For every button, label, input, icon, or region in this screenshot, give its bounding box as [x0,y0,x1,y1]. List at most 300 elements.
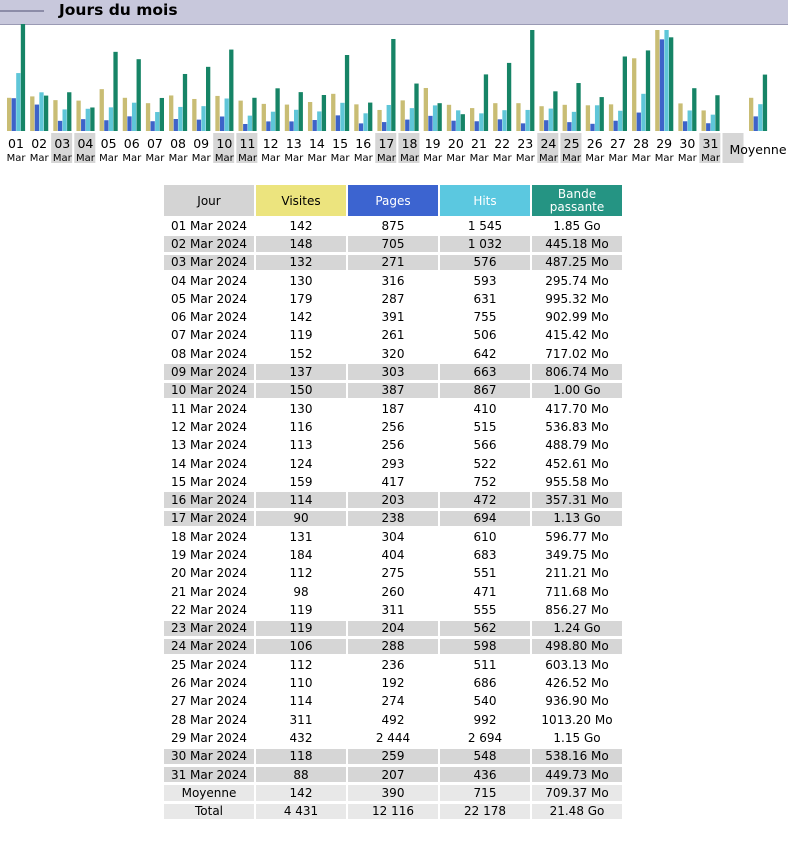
cell-hits: 593 [439,271,531,289]
cell-bandwidth: 449.73 Mo [531,765,623,783]
cell-bandwidth: 936.90 Mo [531,692,623,710]
cell-bandwidth: 806.74 Mo [531,363,623,381]
bar-hits [109,107,113,131]
cell-pages: 492 [347,711,439,729]
day-label: 26 [586,136,603,151]
day-label: 20 [447,136,464,151]
bar-visits [285,105,289,131]
bar-average-visits [749,98,753,131]
cell-visits: 132 [255,253,347,271]
cell-visits: 98 [255,582,347,600]
cell-hits: 1 545 [439,217,531,235]
bar-pages [336,115,340,131]
cell-hits: 522 [439,454,531,472]
cell-hits: 686 [439,674,531,692]
table-row [163,582,623,600]
cell-visits: 150 [255,381,347,399]
cell-day: 07 Mar 2024 [163,326,255,344]
day-label: 02 [31,136,48,151]
bar-visits [401,100,405,131]
cell-day: 02 Mar 2024 [163,235,255,253]
bar-visits [76,101,80,131]
bar-bandwidth [461,114,465,131]
bar-pages [567,122,571,131]
cell-pages: 203 [347,491,439,509]
cell-visits: 119 [255,619,347,637]
bar-hits [340,103,344,131]
cell-pages: 274 [347,692,439,710]
cell-visits: 116 [255,418,347,436]
cell-bandwidth: 357.31 Mo [531,491,623,509]
day-label: 11 [239,136,256,151]
bar-bandwidth [530,30,534,131]
bar-visits [377,110,381,131]
bar-hits [248,116,252,131]
cell-pages: 390 [347,784,439,802]
bar-visits [655,30,659,131]
bar-visits [262,104,266,131]
cell-hits: 410 [439,399,531,417]
bar-bandwidth [229,50,233,131]
bar-bandwidth [345,55,349,131]
cell-pages: 391 [347,308,439,326]
bar-pages [35,105,39,131]
bar-hits [363,113,367,131]
bar-bandwidth [391,39,395,131]
day-label: 09 [193,136,210,151]
day-label: 15 [332,136,349,151]
cell-pages: 207 [347,765,439,783]
table-body [163,217,623,820]
bar-visits [424,88,428,131]
cell-hits: 515 [439,418,531,436]
cell-hits: 566 [439,436,531,454]
cell-pages: 303 [347,363,439,381]
cell-pages: 293 [347,454,439,472]
bar-hits [387,105,391,131]
bar-pages [197,120,201,131]
bar-average-hits [758,104,762,131]
bar-hits [225,98,229,131]
cell-day: 17 Mar 2024 [163,509,255,527]
bar-bandwidth [137,59,141,131]
bar-visits [678,103,682,131]
bar-hits [201,106,205,131]
month-label: Mar [562,153,582,164]
cell-pages: 256 [347,418,439,436]
bar-pages [174,119,178,131]
bar-bandwidth [44,96,48,131]
table-row [163,747,623,765]
cell-visits: 118 [255,747,347,765]
cell-visits: 114 [255,491,347,509]
bar-hits [664,30,668,131]
cell-visits: 142 [255,217,347,235]
month-label: Mar [284,153,304,164]
bar-bandwidth [507,63,511,131]
cell-bandwidth: 1.85 Go [531,217,623,235]
table-row [163,711,623,729]
cell-day: 19 Mar 2024 [163,546,255,564]
bar-hits [456,110,460,131]
cell-visits: 4 431 [255,802,347,820]
cell-visits: 142 [255,308,347,326]
bar-visits [470,108,474,131]
bar-pages [104,120,108,131]
cell-day: 09 Mar 2024 [163,363,255,381]
bar-bandwidth [669,37,673,131]
bar-pages [151,121,155,131]
cell-bandwidth: 1013.20 Mo [531,711,623,729]
day-label: 24 [540,136,557,151]
bar-visits [702,110,706,131]
col-header-bandwidth-line2: passante [549,199,605,214]
cell-pages: 304 [347,528,439,546]
bar-hits [502,110,506,131]
day-label: 13 [285,136,302,151]
cell-day: 28 Mar 2024 [163,711,255,729]
day-label: 08 [170,136,187,151]
month-label: Mar [353,153,373,164]
cell-day: 29 Mar 2024 [163,729,255,747]
bar-visits [308,102,312,131]
bar-visits [239,101,243,131]
day-label: 27 [609,136,626,151]
day-label: 07 [146,136,163,151]
cell-bandwidth: 856.27 Mo [531,601,623,619]
table-row [163,308,623,326]
cell-bandwidth: 603.13 Mo [531,656,623,674]
cell-bandwidth: 487.25 Mo [531,253,623,271]
bar-bandwidth [715,95,719,131]
cell-hits: 436 [439,765,531,783]
day-label: 03 [54,136,71,151]
cell-visits: 112 [255,564,347,582]
cell-bandwidth: 498.80 Mo [531,637,623,655]
bar-pages [266,121,270,131]
cell-day: 23 Mar 2024 [163,619,255,637]
col-header-hits: Hits [439,184,531,217]
month-label: Mar [701,153,720,164]
cell-bandwidth: 955.58 Mo [531,473,623,491]
bar-pages [220,116,224,131]
cell-hits: 867 [439,381,531,399]
average-label: Moyenne [729,142,787,157]
cell-hits: 752 [439,473,531,491]
cell-bandwidth: 295.74 Mo [531,271,623,289]
cell-pages: 204 [347,619,439,637]
month-label: Mar [423,153,443,164]
cell-hits: 755 [439,308,531,326]
cell-hits: 511 [439,656,531,674]
cell-bandwidth: 1.15 Go [531,729,623,747]
cell-pages: 192 [347,674,439,692]
cell-hits: 610 [439,528,531,546]
bar-visits [563,105,567,131]
bar-visits [7,98,11,131]
bar-bandwidth [206,67,210,131]
table-row [163,436,623,454]
table-row [163,381,623,399]
section-title: Jours du mois [59,1,178,19]
month-label: Mar [29,153,49,164]
month-label: Mar [446,153,466,164]
cell-day: 24 Mar 2024 [163,637,255,655]
cell-pages: 238 [347,509,439,527]
cell-visits: 142 [255,784,347,802]
bar-hits [688,110,692,131]
cell-visits: 88 [255,765,347,783]
day-label: 31 [702,136,719,151]
bar-hits [526,110,530,131]
bar-visits [146,103,150,131]
bar-hits [549,109,553,131]
bar-bandwidth [484,74,488,131]
bar-hits [711,115,715,131]
bar-pages [498,119,502,131]
cell-pages: 875 [347,217,439,235]
cell-day: 11 Mar 2024 [163,399,255,417]
table-row [163,729,623,747]
month-label: Mar [191,153,211,164]
bar-hits [16,73,20,131]
cell-day: 26 Mar 2024 [163,674,255,692]
bar-hits [178,107,182,131]
month-label: Mar [168,153,188,164]
cell-day: 12 Mar 2024 [163,418,255,436]
month-label: Mar [261,153,281,164]
table-row [163,473,623,491]
month-label: Mar [330,153,350,164]
daily-stats-table [162,183,624,822]
bar-bandwidth [252,98,256,131]
bar-hits [641,94,645,131]
month-label: Mar [492,153,512,164]
bar-visits [586,105,590,131]
month-label: Mar [76,153,95,164]
cell-day: 25 Mar 2024 [163,656,255,674]
bar-bandwidth [576,83,580,131]
bar-pages [590,124,594,131]
cell-bandwidth: 445.18 Mo [531,235,623,253]
cell-bandwidth: 1.00 Go [531,381,623,399]
bar-pages [475,121,479,131]
bar-visits [53,100,57,131]
bar-bandwidth [692,88,696,131]
cell-visits: 130 [255,399,347,417]
cell-day: 10 Mar 2024 [163,381,255,399]
table-row [163,509,623,527]
cell-day: 05 Mar 2024 [163,290,255,308]
cell-bandwidth: 538.16 Mo [531,747,623,765]
col-header-visits: Visites [255,184,347,217]
cell-hits: 1 032 [439,235,531,253]
day-label: 25 [563,136,580,151]
day-label: 22 [494,136,511,151]
cell-bandwidth: 426.52 Mo [531,674,623,692]
month-label: Mar [307,153,327,164]
table-row [163,399,623,417]
cell-hits: 555 [439,601,531,619]
cell-hits: 472 [439,491,531,509]
table-row [163,290,623,308]
cell-day: 15 Mar 2024 [163,473,255,491]
month-label: Mar [631,153,651,164]
bar-pages [313,120,317,131]
cell-bandwidth: 488.79 Mo [531,436,623,454]
bar-hits [63,109,67,131]
cell-pages: 417 [347,473,439,491]
cell-pages: 259 [347,747,439,765]
bar-bandwidth [21,24,25,131]
day-label: 06 [123,136,140,151]
day-label: 21 [471,136,487,151]
day-label: 28 [633,136,650,151]
day-label: 05 [100,136,117,151]
bar-pages [451,121,455,131]
col-header-day: Jour [163,184,255,217]
cell-pages: 705 [347,235,439,253]
bar-hits [155,112,159,131]
cell-bandwidth: 21.48 Go [531,802,623,820]
col-header-bandwidth-line1: Bande [557,186,597,201]
day-label: 17 [378,136,395,151]
bar-visits [632,58,636,131]
table-row [163,564,623,582]
cell-pages: 271 [347,253,439,271]
table-row [163,619,623,637]
bar-pages [683,121,687,131]
bar-visits [516,103,520,131]
cell-hits: 576 [439,253,531,271]
month-label: Mar [376,153,396,164]
bar-bandwidth [67,92,71,131]
cell-day: 21 Mar 2024 [163,582,255,600]
bar-pages [637,113,641,131]
table-row-total [163,802,623,820]
cell-pages: 12 116 [347,802,439,820]
day-label: 01 [8,136,24,151]
col-header-bandwidth [531,184,623,217]
day-label: 19 [424,136,441,151]
bar-hits [132,103,136,131]
month-label: Mar [238,153,257,164]
table-row [163,271,623,289]
bar-visits [192,99,196,131]
bar-pages [81,119,85,131]
month-label: Mar [214,153,234,164]
bar-visits [331,94,335,131]
table-row [163,217,623,235]
cell-day: 04 Mar 2024 [163,271,255,289]
cell-pages: 261 [347,326,439,344]
days-of-month-chart [0,24,788,168]
day-label: 14 [308,136,325,151]
day-label: 30 [679,136,696,151]
month-label: Mar [585,153,605,164]
bar-visits [447,105,451,131]
table-row [163,656,623,674]
table-row [163,418,623,436]
cell-hits: 506 [439,326,531,344]
bar-bandwidth [553,91,557,131]
bar-hits [479,113,483,131]
cell-bandwidth: 709.37 Mo [531,784,623,802]
bar-hits [618,111,622,131]
cell-visits: 152 [255,345,347,363]
cell-hits: 471 [439,582,531,600]
cell-visits: 131 [255,528,347,546]
bar-visits [215,96,219,131]
cell-hits: 663 [439,363,531,381]
bar-bandwidth [368,103,372,131]
bar-bandwidth [646,50,650,131]
bar-pages [12,98,16,131]
cell-day: 27 Mar 2024 [163,692,255,710]
bar-bandwidth [160,98,164,131]
bar-pages [614,121,618,131]
cell-pages: 288 [347,637,439,655]
cell-visits: 113 [255,436,347,454]
cell-visits: 90 [255,509,347,527]
month-label: Mar [677,153,697,164]
cell-bandwidth: 415.42 Mo [531,326,623,344]
cell-hits: 562 [439,619,531,637]
bar-pages [243,124,247,131]
bar-bandwidth [113,52,117,131]
table-row-average [163,784,623,802]
cell-visits: 148 [255,235,347,253]
cell-visits: 311 [255,711,347,729]
bar-pages [127,116,131,131]
cell-hits: 715 [439,784,531,802]
cell-day: Moyenne [163,784,255,802]
cell-day: 13 Mar 2024 [163,436,255,454]
cell-visits: 130 [255,271,347,289]
month-label: Mar [145,153,165,164]
bar-pages [405,120,409,131]
bar-pages [289,121,293,131]
bar-visits [123,98,127,131]
section-header [0,0,788,25]
month-label: Mar [52,153,72,164]
cell-day: 01 Mar 2024 [163,217,255,235]
bar-bandwidth [275,88,279,131]
bar-hits [572,112,576,131]
cell-pages: 187 [347,399,439,417]
bar-pages [428,116,432,131]
cell-bandwidth: 349.75 Mo [531,546,623,564]
cell-pages: 311 [347,601,439,619]
table-row [163,765,623,783]
bar-average-bandwidth [763,75,767,131]
cell-hits: 683 [439,546,531,564]
table-row [163,546,623,564]
bar-hits [317,111,321,131]
bar-pages [706,123,710,131]
cell-day: 22 Mar 2024 [163,601,255,619]
bar-bandwidth [299,92,303,131]
bar-pages [382,122,386,131]
cell-day: 08 Mar 2024 [163,345,255,363]
month-label: Mar [654,153,674,164]
cell-day: 06 Mar 2024 [163,308,255,326]
cell-hits: 642 [439,345,531,363]
cell-visits: 159 [255,473,347,491]
cell-bandwidth: 211.21 Mo [531,564,623,582]
table-row [163,637,623,655]
cell-day: 03 Mar 2024 [163,253,255,271]
